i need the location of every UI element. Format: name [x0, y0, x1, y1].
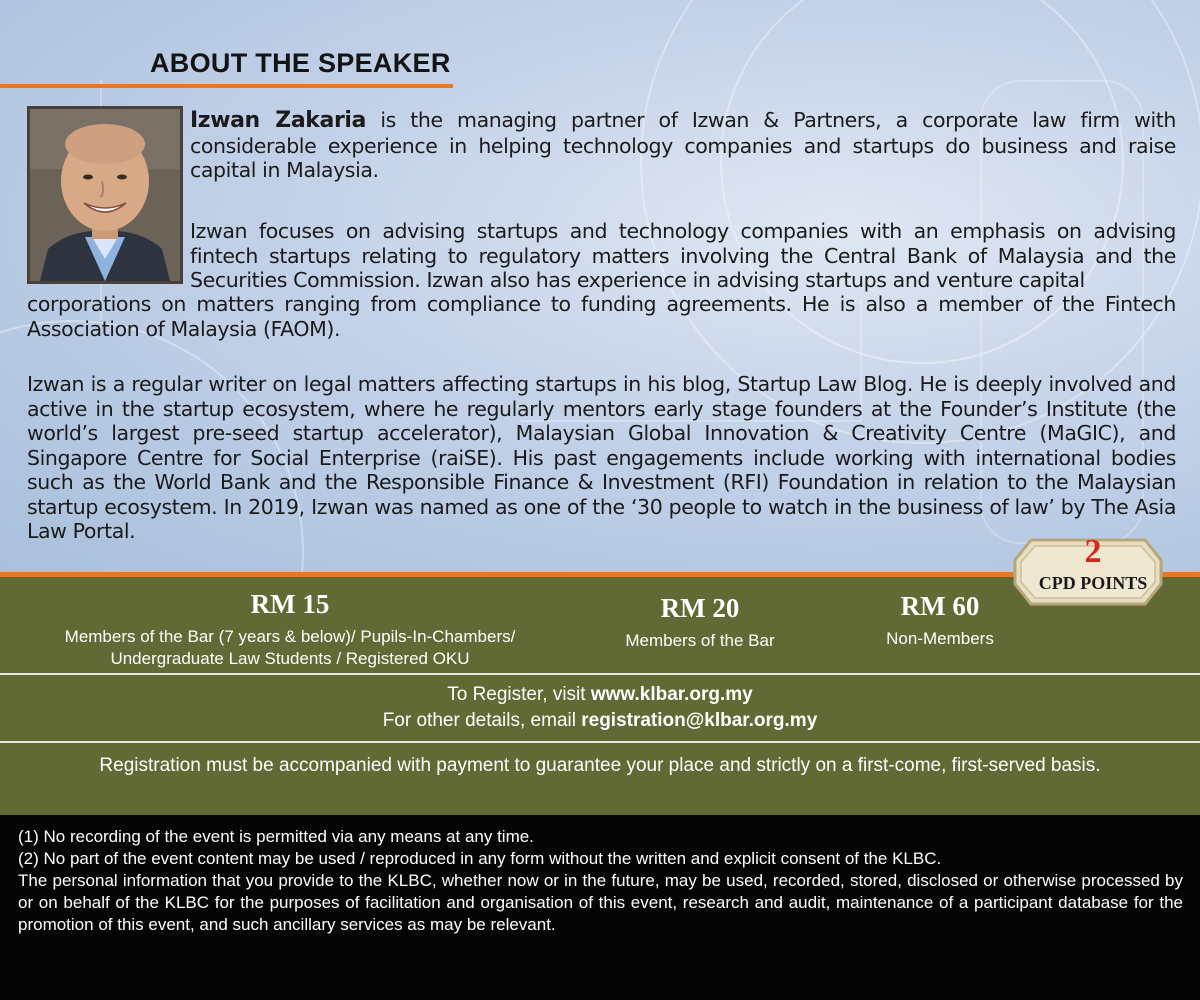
divider	[0, 673, 1200, 675]
speaker-photo	[27, 106, 183, 284]
register-link[interactable]: www.klbar.org.my	[590, 684, 753, 705]
price-tier-members	[600, 593, 800, 652]
disclaimer-line: (1) No recording of the event is permitted via any means at any time.	[18, 827, 534, 846]
register-text: To Register, visit	[447, 684, 591, 705]
price-description: Members of the Bar	[625, 631, 775, 650]
bio-paragraph-3: Izwan is a regular writer on legal matters affecting startups in his blog, Startup Law Blog. He is deeply involved and active in the startup ecosystem, where he regularly mentors early stage founders at the Founder’s Institute (the world’s largest pre-seed startup accelerator), Malaysian Global Innovation & Creativity Centre (MaGIC), and Singapore Centre for Social Enterprise (raiSE). His past engagements include working with international bodies such as the World Bank and the Responsible Finance & Investment (RFI) Foundation in relation to the Malaysian startup ecosystem. In 2019, Izwan was named as one of the ‘30 people to watch in the business of law’ by The Asia Law Portal.	[27, 372, 1176, 543]
bio-paragraph-2: Izwan focuses on advising startups and technology companies with an emphasis on advising fintech startups relating to regulatory matters involving the Central Bank of Malaysia and the	[190, 219, 1176, 268]
price-description: Non-Members	[886, 629, 994, 648]
contact-email-link[interactable]: registration@klbar.org.my	[581, 710, 818, 731]
bio-paragraph-2-end: corporations on matters ranging from compliance to funding agreements. He is also a member of the Fintech Association of Malaysia (FAOM).	[27, 292, 1176, 341]
price-tier-non-members	[860, 591, 1020, 650]
disclaimer-line: (2) No part of the event content may be used / reproduced in any form without the written and explicit consent of the KLBC.	[18, 849, 942, 868]
price-description	[20, 626, 560, 670]
disclaimer-text	[18, 826, 1183, 936]
speaker-name: Izwan Zakaria	[190, 108, 367, 133]
price-amount: RM 60	[900, 591, 980, 621]
registration-info	[0, 682, 1200, 734]
divider	[0, 741, 1200, 743]
privacy-notice: The personal information that you provide to the KLBC, whether now or in the future, may be used, recorded, stored, disclosed or otherwise processed by or on behalf of the KLBC for the purposes of facilitation and organisation of this event, research and audit, maintenance of a participant database for the promotion of this event, and such ancillary services as may be relevant.	[18, 871, 1183, 934]
title-underline	[0, 84, 453, 88]
price-tier-members-junior	[20, 589, 560, 670]
price-desc-line: Undergraduate Law Students / Registered OKU	[110, 649, 470, 668]
registration-notice: Registration must be accompanied with payment to guarantee your place and strictly on a first-come, first-served basis.	[99, 755, 1101, 776]
bio-text: is the managing partner of Izwan & Partners, a corporate law firm with considerable experience in helping technology companies and startups do business and raise capital in Malaysia.	[190, 108, 1177, 182]
cpd-points-number: 2	[1084, 533, 1102, 570]
bio-paragraph-1	[190, 108, 1176, 183]
contact-line	[0, 708, 1200, 734]
section-title: ABOUT THE SPEAKER	[150, 48, 451, 78]
register-line	[0, 682, 1200, 708]
price-amount: RM 15	[250, 589, 330, 619]
price-amount: RM 20	[660, 593, 740, 623]
cpd-points-label: CPD POINTS	[1038, 573, 1148, 593]
price-desc-line: Members of the Bar (7 years & below)/ Pupils-In-Chambers/	[64, 627, 516, 646]
contact-text: For other details, email	[382, 710, 582, 731]
bio-paragraph-2-cont: Securities Commission. Izwan also has experience in advising startups and venture capital	[190, 268, 1085, 292]
